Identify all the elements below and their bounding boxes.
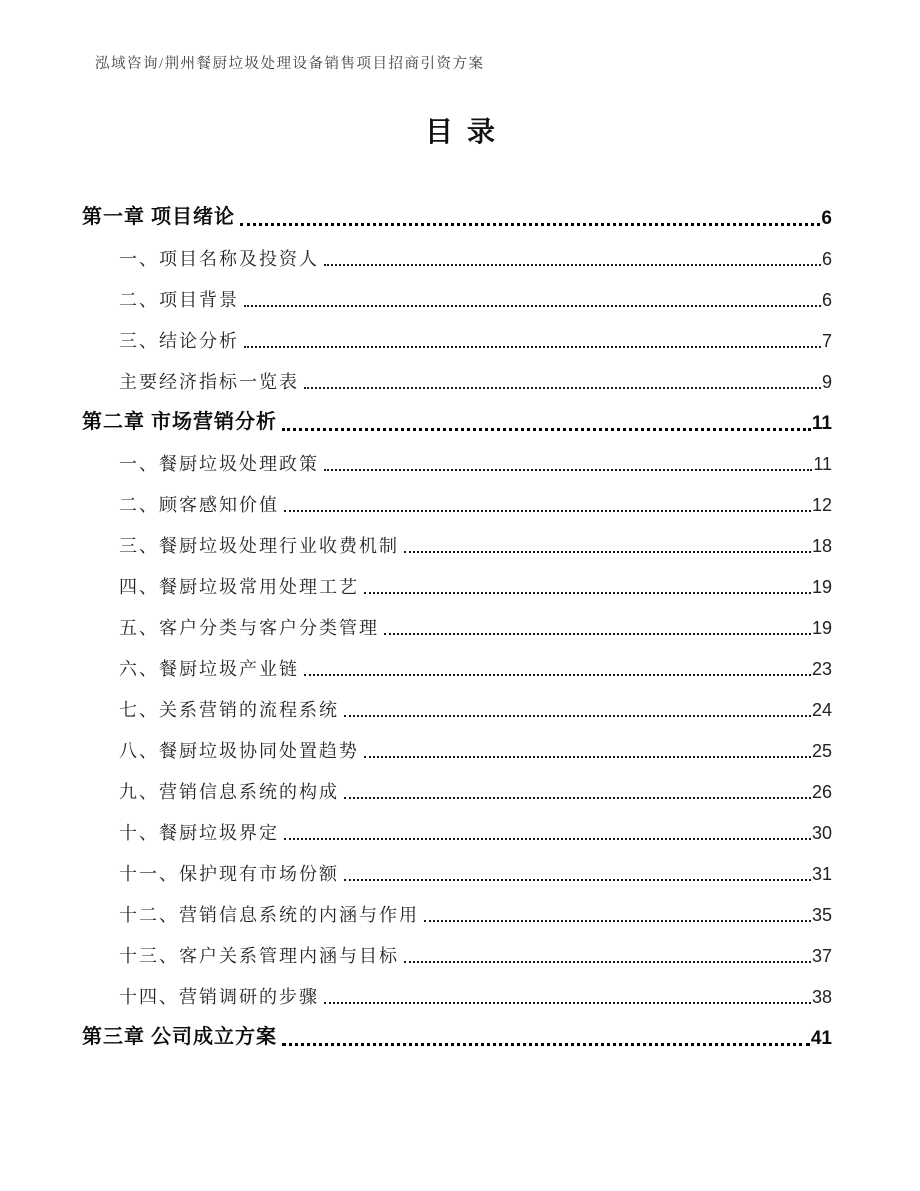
toc-entry-page-number: 12 — [811, 495, 832, 516]
toc-entry-label: 四、餐厨垃圾常用处理工艺 — [119, 576, 359, 597]
toc-entry-dot-leader — [384, 633, 811, 635]
toc-entry-page-number: 6 — [821, 208, 832, 230]
toc-title: 目录 — [424, 117, 509, 148]
toc-entry-label: 第三章 公司成立方案 — [82, 1026, 277, 1048]
toc-entry-label: 十一、保护现有市场份额 — [119, 863, 339, 884]
toc-entry-page-number: 24 — [811, 700, 832, 721]
toc-entry-dot-leader — [324, 1002, 811, 1004]
toc-entry-page-number: 26 — [811, 782, 832, 803]
toc-entry[interactable] — [82, 530, 832, 557]
toc-entry-label: 十三、客户关系管理内涵与目标 — [119, 945, 399, 966]
toc-entry-page-number: 19 — [811, 618, 832, 639]
toc-entry-label: 第二章 市场营销分析 — [82, 411, 277, 433]
toc-entry[interactable] — [82, 612, 832, 639]
toc-entry-page-number: 11 — [813, 454, 832, 475]
toc-entry-label: 一、项目名称及投资人 — [119, 248, 319, 269]
toc-entry-label: 一、餐厨垃圾处理政策 — [119, 453, 319, 474]
toc-entry-dot-leader — [324, 264, 821, 266]
toc-entry-page-number: 41 — [810, 1028, 832, 1050]
toc-entry[interactable] — [82, 694, 832, 721]
toc-entry-dot-leader — [304, 674, 811, 676]
toc-entry-label: 六、餐厨垃圾产业链 — [119, 658, 299, 679]
toc-entry-page-number: 18 — [811, 536, 832, 557]
toc-entry-dot-leader — [282, 1043, 810, 1046]
toc-entry-label: 主要经济指标一览表 — [119, 371, 299, 392]
toc-entry-label: 三、餐厨垃圾处理行业收费机制 — [119, 535, 399, 556]
toc-entry-label: 八、餐厨垃圾协同处置趋势 — [119, 740, 359, 761]
toc-entry[interactable] — [82, 325, 832, 352]
toc-entry[interactable] — [82, 489, 832, 516]
toc-entry-label: 九、营销信息系统的构成 — [119, 781, 339, 802]
toc-entry-label: 十四、营销调研的步骤 — [119, 986, 319, 1007]
toc-list — [82, 188, 832, 1063]
toc-entry-dot-leader — [284, 838, 811, 840]
toc-entry-label: 三、结论分析 — [119, 330, 239, 351]
toc-entry[interactable] — [82, 653, 832, 680]
document-header-text: 泓域咨询/荆州餐厨垃圾处理设备销售项目招商引资方案 — [95, 56, 485, 72]
toc-entry-page-number: 6 — [821, 249, 832, 270]
toc-entry-page-number: 11 — [811, 413, 832, 435]
toc-entry-dot-leader — [244, 346, 821, 348]
toc-entry-page-number: 37 — [811, 946, 832, 967]
toc-entry-dot-leader — [344, 879, 811, 881]
toc-entry[interactable] — [82, 899, 832, 926]
toc-entry-dot-leader — [404, 961, 811, 963]
toc-entry-page-number: 38 — [811, 987, 832, 1008]
toc-entry[interactable] — [82, 202, 832, 230]
toc-entry-page-number: 7 — [821, 331, 832, 352]
toc-entry-page-number: 30 — [811, 823, 832, 844]
toc-entry-dot-leader — [244, 305, 821, 307]
toc-entry[interactable] — [82, 448, 832, 475]
toc-entry-page-number: 31 — [811, 864, 832, 885]
toc-entry[interactable] — [82, 366, 832, 393]
toc-entry-dot-leader — [344, 715, 811, 717]
toc-entry-label: 二、顾客感知价值 — [119, 494, 279, 515]
toc-entry-label: 五、客户分类与客户分类管理 — [119, 617, 379, 638]
toc-entry-label: 七、关系营销的流程系统 — [119, 699, 339, 720]
toc-entry-page-number: 35 — [811, 905, 832, 926]
toc-entry[interactable] — [82, 407, 832, 435]
toc-entry-dot-leader — [364, 756, 811, 758]
toc-entry-dot-leader — [304, 387, 821, 389]
toc-entry-page-number: 9 — [821, 372, 832, 393]
toc-entry-dot-leader — [284, 510, 811, 512]
toc-entry-dot-leader — [404, 551, 811, 553]
toc-entry[interactable] — [82, 243, 832, 270]
toc-entry[interactable] — [82, 940, 832, 967]
toc-entry-page-number: 6 — [821, 290, 832, 311]
toc-entry-dot-leader — [344, 797, 811, 799]
toc-entry[interactable] — [82, 776, 832, 803]
toc-entry[interactable] — [82, 571, 832, 598]
toc-entry-label: 二、项目背景 — [119, 289, 239, 310]
toc-entry[interactable] — [82, 735, 832, 762]
toc-entry-label: 十二、营销信息系统的内涵与作用 — [119, 904, 419, 925]
toc-entry-dot-leader — [424, 920, 811, 922]
toc-entry-dot-leader — [324, 469, 812, 471]
toc-entry[interactable] — [82, 817, 832, 844]
toc-entry[interactable] — [82, 284, 832, 311]
toc-entry-label: 第一章 项目绪论 — [82, 206, 235, 228]
toc-entry-dot-leader — [240, 223, 820, 226]
toc-entry-dot-leader — [364, 592, 811, 594]
toc-entry-page-number: 23 — [811, 659, 832, 680]
toc-entry[interactable] — [82, 858, 832, 885]
toc-entry-page-number: 19 — [811, 577, 832, 598]
toc-entry-page-number: 25 — [811, 741, 832, 762]
toc-entry-label: 十、餐厨垃圾界定 — [119, 822, 279, 843]
toc-entry[interactable] — [82, 981, 832, 1008]
toc-entry-dot-leader — [282, 428, 811, 431]
toc-entry[interactable] — [82, 1022, 832, 1050]
